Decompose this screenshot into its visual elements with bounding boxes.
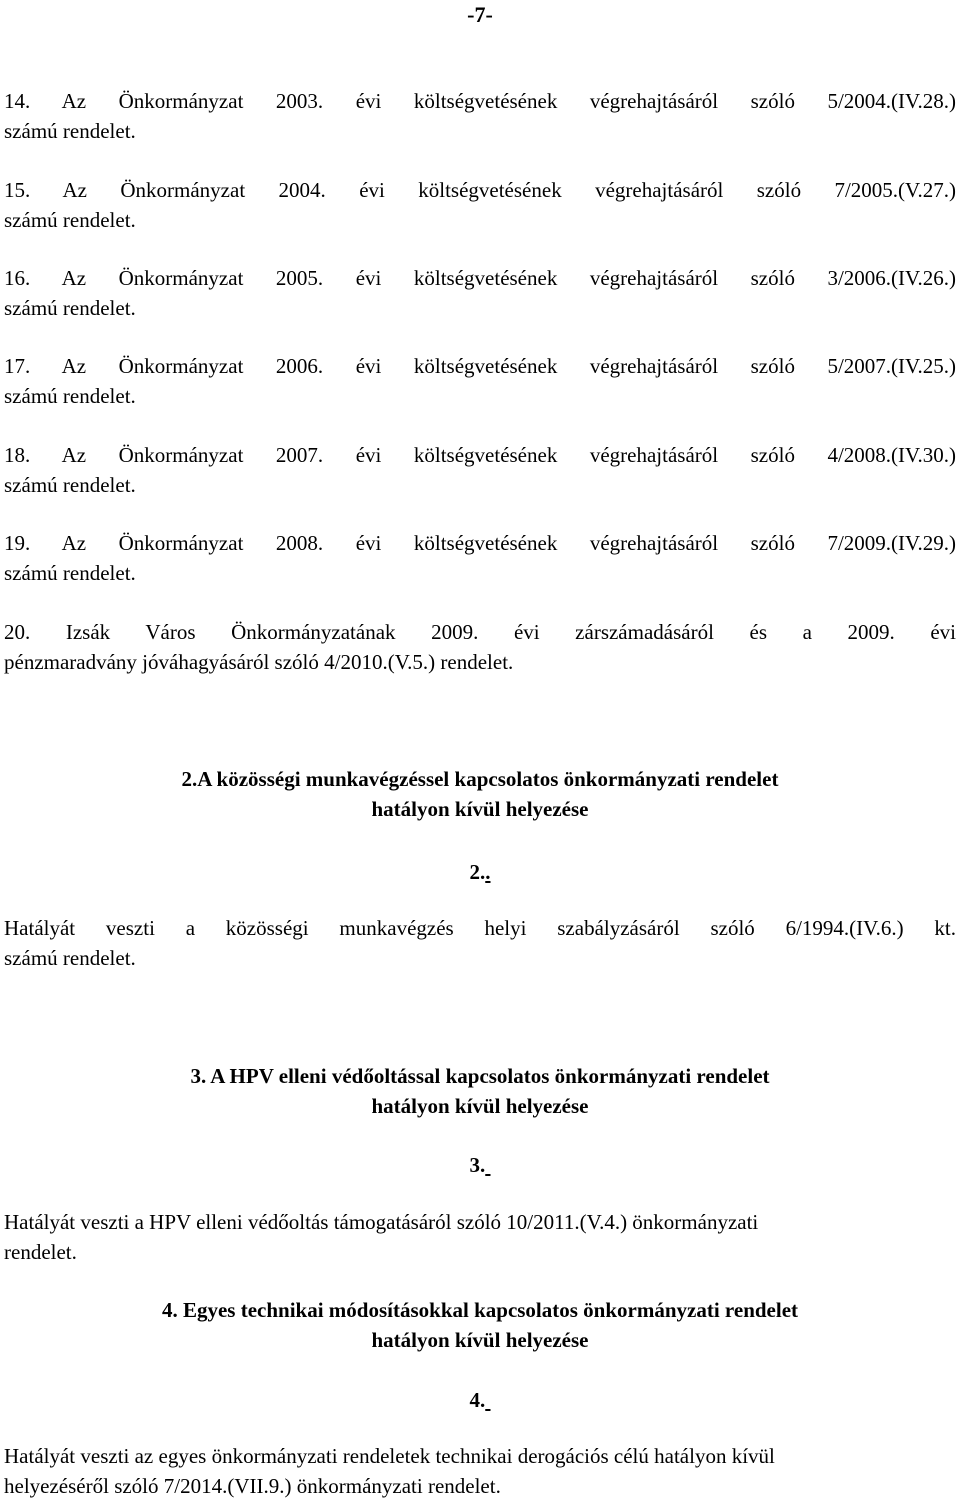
list-item-text: 15. Az Önkormányzat 2004. évi költségvetésének végrehajtásáról szóló 7/2005.(V.27.) (4, 178, 956, 202)
section-number: 3. (469, 1153, 486, 1177)
list-item-text: 16. Az Önkormányzat 2005. évi költségvetésének végrehajtásáról szóló 3/2006.(IV.26.) (4, 266, 956, 290)
list-item-text: 17. Az Önkormányzat 2006. évi költségvetésének végrehajtásáról szóló 5/2007.(IV.25.) (4, 354, 956, 378)
list-item-18 (4, 440, 956, 500)
section-2-number (0, 860, 960, 885)
section-title: hatályon kívül helyezése (371, 797, 589, 821)
section-title: hatályon kívül helyezése (371, 1094, 589, 1118)
section-text: helyezéséről szóló 7/2014.(VII.9.) önkormányzati rendelet. (4, 1474, 501, 1498)
section-number-suffix (485, 1153, 490, 1177)
list-item-17 (4, 351, 956, 411)
section-4-number (0, 1388, 960, 1413)
section-3-number (0, 1153, 960, 1178)
section-text: rendelet. (4, 1240, 77, 1264)
list-item-text: 20. Izsák Város Önkormányzatának 2009. évi zárszámadásáról és a 2009. évi (4, 620, 956, 644)
list-item-text: számú rendelet. (4, 208, 136, 232)
list-item-text: pénzmaradvány jóváhagyásáról szóló 4/2010.(V.5.) rendelet. (4, 650, 514, 674)
list-item-text: 19. Az Önkormányzat 2008. évi költségvetésének végrehajtásáról szóló 7/2009.(IV.29.) (4, 531, 956, 555)
list-item-text: számú rendelet. (4, 119, 136, 143)
list-item-text: 18. Az Önkormányzat 2007. évi költségvetésének végrehajtásáról szóló 4/2008.(IV.30.) (4, 443, 956, 467)
list-item-text: számú rendelet. (4, 473, 136, 497)
list-item-text: számú rendelet. (4, 296, 136, 320)
list-item-text: számú rendelet. (4, 561, 136, 585)
section-number: 2. (469, 860, 486, 884)
section-3-heading (0, 1061, 960, 1121)
list-item-14 (4, 86, 956, 146)
section-4-text (4, 1441, 956, 1501)
section-text: Hatályát veszti a HPV elleni védőoltás támogatásáról szóló 10/2011.(V.4.) önkormányzati (4, 1210, 759, 1234)
section-2-heading (0, 764, 960, 824)
section-title: 3. A HPV elleni védőoltással kapcsolatos önkormányzati rendelet (190, 1064, 770, 1088)
section-3-text (4, 1207, 956, 1267)
list-item-20 (4, 617, 956, 677)
section-title: 4. Egyes technikai módosításokkal kapcsolatos önkormányzati rendelet (161, 1298, 799, 1322)
section-number-suffix: . (485, 860, 491, 884)
section-text: számú rendelet. (4, 946, 136, 970)
section-2-text (4, 913, 956, 973)
section-4-heading (0, 1295, 960, 1355)
list-item-19 (4, 528, 956, 588)
section-number-suffix (485, 1388, 490, 1412)
list-item-15 (4, 175, 956, 235)
section-title: hatályon kívül helyezése (371, 1328, 589, 1352)
page-number: -7- (467, 2, 493, 27)
section-title: 2.A közösségi munkavégzéssel kapcsolatos önkormányzati rendelet (181, 767, 779, 791)
section-text: Hatályát veszti az egyes önkormányzati rendeletek technikai derogációs célú hatályon kívül (4, 1444, 775, 1468)
section-number: 4. (469, 1388, 486, 1412)
list-item-16 (4, 263, 956, 323)
list-item-text: számú rendelet. (4, 384, 136, 408)
section-text: Hatályát veszti a közösségi munkavégzés helyi szabályzásáról szóló 6/1994.(IV.6.) kt. (4, 916, 956, 940)
list-item-text: 14. Az Önkormányzat 2003. évi költségvetésének végrehajtásáról szóló 5/2004.(IV.28.) (4, 89, 956, 113)
